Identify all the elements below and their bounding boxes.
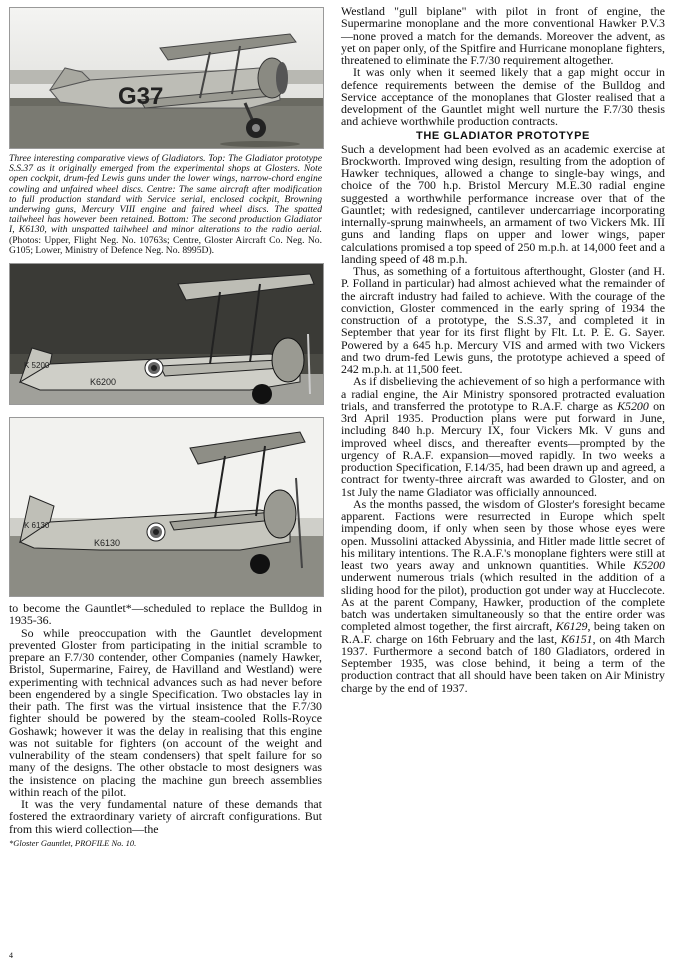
photo-caption xyxy=(9,154,322,256)
section-heading: THE GLADIATOR PROTOTYPE xyxy=(416,129,590,142)
text-run: , being taken on R.A.F. charge on 16th February and the last, xyxy=(341,619,665,646)
serial-italic: K5200 xyxy=(633,558,665,572)
serial-italic: K6129 xyxy=(555,619,588,634)
left-paragraph: to become the Gauntlet*—scheduled to replace the Bulldog in 1935-36. xyxy=(9,601,322,628)
photo-k6130 xyxy=(9,417,324,597)
page-number: 4 xyxy=(9,951,13,960)
serial-italic: K6151 xyxy=(560,631,593,646)
text-run: As if disbelieving the achievement of so high a performance with a radial engine, the Air Ministry sponsored protracted evaluation trials, and transferred the prototype to R.A.F. charge as xyxy=(341,374,665,413)
centre-serial: K6200 xyxy=(90,377,117,388)
biplane-photo-bottom xyxy=(10,418,323,596)
prototype-marking: G37 xyxy=(118,83,164,110)
bottom-serial: K6130 xyxy=(94,538,121,549)
serial-italic: K5200 xyxy=(617,398,649,413)
right-paragraph xyxy=(341,498,665,694)
caption-text: Three interesting comparative views of Gladiators. Top: The Gladiator prototype S.S.37 as it originally emerged from the experimental shops at Glosters. Note open cockpit, drum-fed Lewis guns under the lower wings, narrow-chord engine cowling and unfaired wheel discs. Centre: The same aircraft after modification to full production standard with Service serial, enclosed cockpit, Browning underwing guns, Mercury VIII engine and faired wheel discs. The spatted tailwheel has however been retained. Bottom: The second production Gladiator I, K6130, with unspatted tailwheel and minor alterations to the radio aerial. xyxy=(9,153,322,236)
text-run: on 3rd April 1935. Production plans were put forward in June, including 840 h.p. Mercury IX, four Vickers Mk. V guns and improved wheel discs, and thereafter events—prompted by the urgency of R.A.F. expansion—moved rapidly. In two weeks a production Specification, F.14/35, had been drawn up and agreed, a contract for twenty-three aircraft was awarded to Gloster, and on 1st July the name Gladiator was officially announced. xyxy=(341,398,665,499)
bottom-tail-serial: K 6130 xyxy=(24,521,50,531)
left-paragraph: So while preoccupation with the Gauntlet development prevented Gloster from participating in the initial scramble to prepare an F.7/30 contender, other Companies (namely Hawker, Bristol, Supermarine, Fairey, de Havilland and Westland) were experimenting with technical advances such as had never before been engendered by a single Specification. Two obstacles lay in their path. The first was the virtual insistence that the F.7/30 fighter should be powered by the steam-cooled Rolls-Royce Goshawk; however it was the delay in realising that this engine was not suitable for fighters (on account of the weight and vulnerability of the steam condensers) that spelt failure for so many of the designs. The other obstacle to most designers was the insistence on placing the machine gun breech assemblies within reach of the pilot. xyxy=(9,625,322,799)
text-run: underwent numerous trials (which resulted in the addition of a sliding hood for the pilot), production got under way at Hucclecote. As at the parent Company, Hawker, production of the complete batch was undertaken simultaneously so that the entire order was completed almost together, the first aircraft, xyxy=(341,570,665,634)
right-column xyxy=(341,5,665,694)
caption-credits: (Photos: Upper, Flight Neg. No. 10763s; Centre, Gloster Aircraft Co. Neg. No. G105; Lower, Ministry of Defence Neg. No. 8995D). xyxy=(9,234,322,256)
right-paragraph: Westland "gull biplane" with pilot in front of engine, the Supermarine monoplane and the more conventional Hawker P.V.3—none proved a match for the demands. Moreover the advent, as yet on paper only, of the Spitfire and Hurricane monoplane fighters, threatened to eliminate the F.7/30 requirement altogether. xyxy=(341,4,665,67)
right-paragraph: It was only when it seemed likely that a gap might occur in defence requirements between the demise of the Bulldog and Service acceptance of the monoplanes that Gloster realised that a development of the Gauntlet might well nurture the F.7/30 thesis and achieve worthwhile production contracts. xyxy=(341,65,665,129)
text-run: As the months passed, the wisdom of Gloster's foresight became apparent. Factions were resurrected in Europe which spelt impending doom, if only when seen by those whose eyes were open. Mussolini attacked Abyssinia, and Hitler made little secret of his military intentions. The R.A.F.'s monoplane fighters were still at least two years away and unknown quantities. While xyxy=(341,496,665,572)
left-paragraph: It was the very fundamental nature of these demands that fostered the extraordinary variety of aircraft configurations. But from this wierd collection—the xyxy=(9,797,322,836)
photo-prototype-ss37 xyxy=(9,7,324,149)
right-paragraph: Such a development had been evolved as an academic exercise at Brockworth. Improved wing design, resulting from the adoption of Hawker techniques, allowed a change to single-bay wings, and choice of the 700 h.p. Bristol Mercury M.E.30 radial engine suggested a worthwhile performance increase over that of the Gauntlet; with redesigned, cantilever undercarriage incorporating internally-sprung mainwheels, an armament of two Vickers Mk. III guns and landing flaps on upper and lower wings, paper calculations promised a top speed of 250 m.p.h. at 14,000 feet and a landing speed of 48 m.p.h. xyxy=(341,141,665,266)
right-paragraph xyxy=(341,375,665,498)
centre-tail-serial: K 5200 xyxy=(24,361,50,371)
left-body-text xyxy=(9,602,322,848)
right-paragraph: Thus, as something of a fortuitous afterthought, Gloster (and H. P. Folland in particular) had almost achieved what the remainder of the aircraft industry had failed to achieve. With the courage of the conviction, Gloster commenced in the early spring of 1934 the construction of a prototype, the S.S.37, and completed it in September that year for its first flight by Flt. Lt. P. E. G. Sayer. Powered by a 645 h.p. Mercury VIS and armed with two Vickers and two drum-fed Lewis guns, the prototype achieved a speed of 242 m.p.h. at 11,500 feet. xyxy=(341,264,665,376)
footnote: *Gloster Gauntlet, PROFILE No. 10. xyxy=(9,837,137,848)
text-run: , on 4th March 1937. Furthermore a second batch of 180 Gladiators, ordered in September 1935, was close behind, it being a term of the production contract that all should have been taken on Air Ministry charge by the end of 1937. xyxy=(341,631,665,695)
photo-production-standard xyxy=(9,263,324,405)
biplane-photo-top xyxy=(10,8,323,148)
biplane-photo-centre xyxy=(10,264,323,404)
left-column xyxy=(9,7,322,848)
